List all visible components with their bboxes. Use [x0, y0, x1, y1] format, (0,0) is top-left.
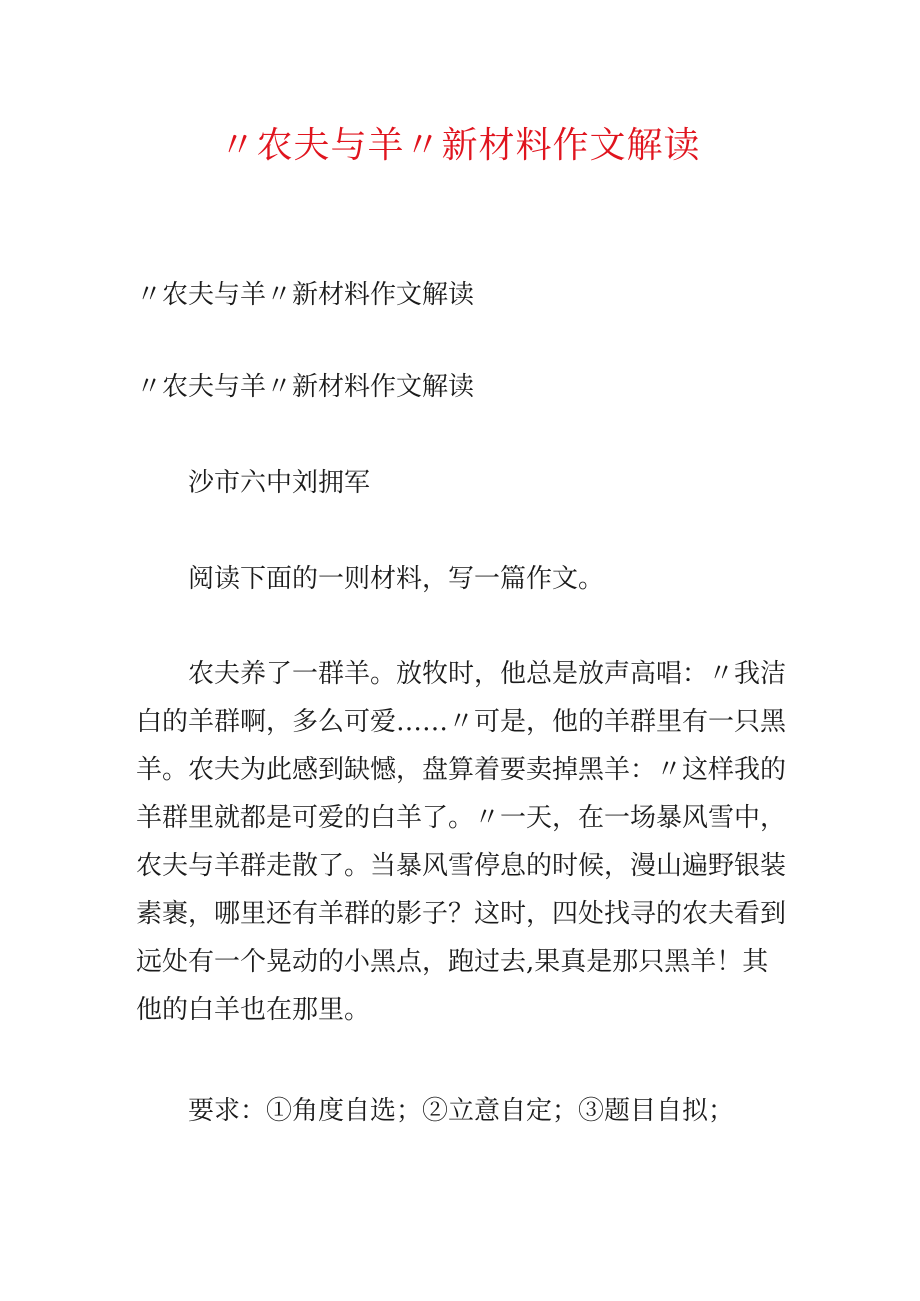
material-line: 羊群里就都是可爱的白羊了。〃一天，在一场暴风雪中， [136, 803, 787, 833]
material-line: 他的白羊也在那里。 [136, 995, 371, 1025]
material-line: 农夫与羊群走散了。当暴风雪停息的时候，漫山遍野银装 [136, 851, 787, 881]
repeated-title-line-1: 〃农夫与羊〃新材料作文解读 [136, 280, 475, 310]
requirements-line: 要求：①角度自选；②立意自定；③题目自拟； [188, 1096, 735, 1126]
material-paragraph [136, 650, 796, 1034]
material-line: 羊。农夫为此感到缺憾，盘算着要卖掉黑羊：〃这样我的 [136, 755, 787, 785]
material-line: 素裹，哪里还有羊群的影子？这时，四处找寻的农夫看到 [136, 899, 787, 929]
instruction-paragraph: 阅读下面的一则材料，写一篇作文。 [188, 564, 605, 594]
material-line: 远处有一个晃动的小黑点，跑过去,果真是那只黑羊！其 [136, 947, 769, 977]
document-title: 〃农夫与羊〃新材料作文解读 [219, 125, 701, 166]
material-line: 农夫养了一群羊。放牧时，他总是放声高唱：〃我洁 [188, 659, 787, 689]
repeated-title-line-2: 〃农夫与羊〃新材料作文解读 [136, 372, 475, 402]
material-line: 白的羊群啊，多么可爱……〃可是，他的羊群里有一只黑 [136, 707, 787, 737]
author-line: 沙市六中刘拥军 [188, 468, 371, 498]
